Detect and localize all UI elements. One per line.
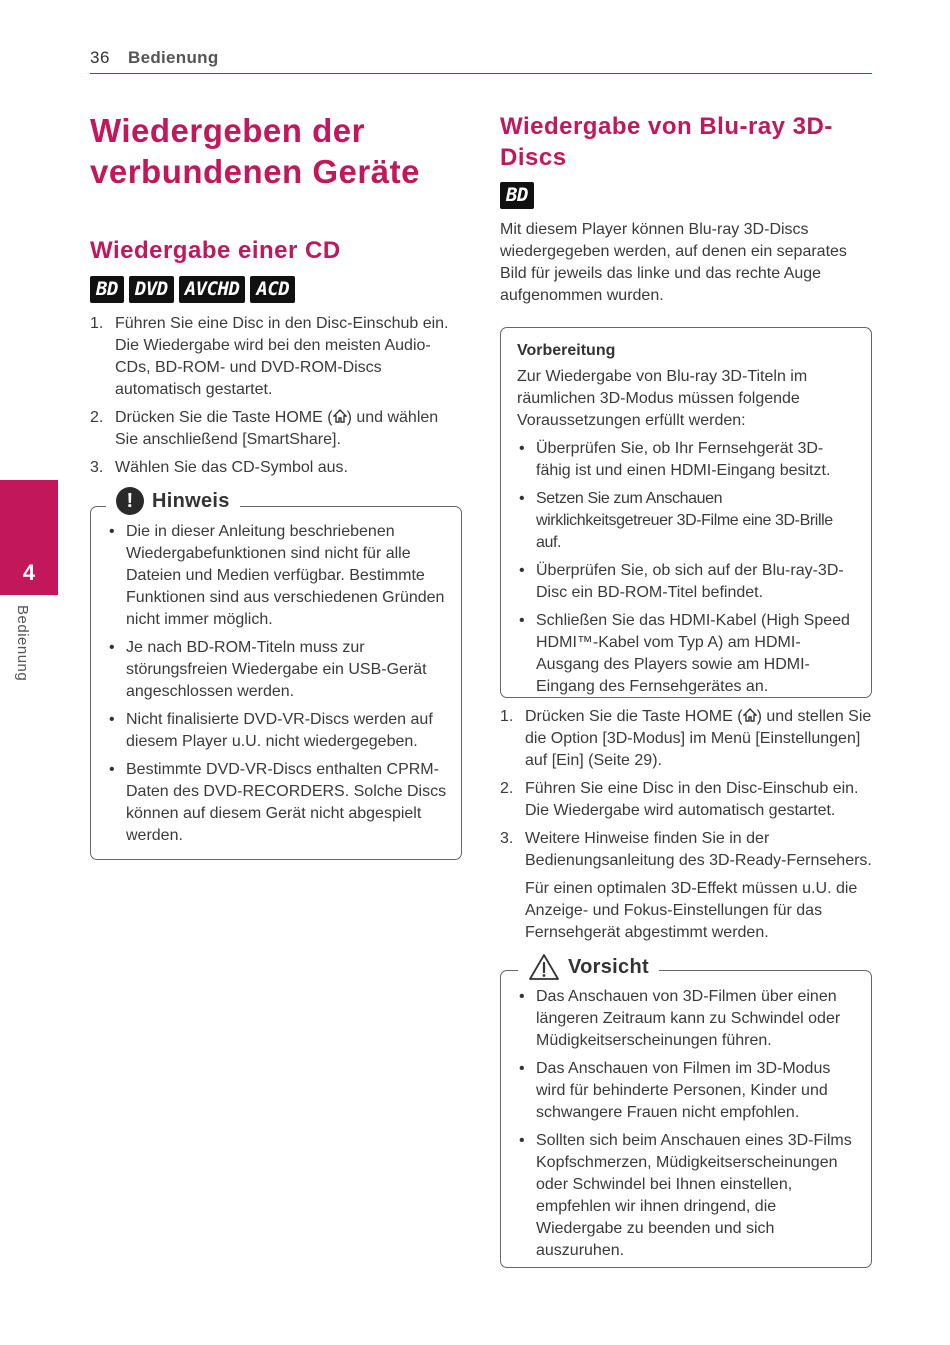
caution-item: • Sollten sich beim Anschauen eines 3D-Films Kopfschmerzen, Müdigkeitserscheinungen oder Schwindel bei Ihnen einstellen, empfehlen wir ihnen dringend, die Wiedergabe zu beenden und sich auszuruhen. xyxy=(517,1130,859,1262)
caution-item: • Das Anschauen von Filmen im 3D-Modus wird für behinderte Personen, Kinder und schwangere Frauen nicht empfohlen. xyxy=(517,1058,859,1124)
cd-steps xyxy=(90,313,462,485)
caution-list xyxy=(517,986,859,1268)
cd-heading: Wiedergabe einer CD xyxy=(90,237,341,264)
preparation-item: • Schließen Sie das HDMI-Kabel (High Speed HDMI™-Kabel vom Typ A) am HDMI-Ausgang des Players sowie am HDMI-Eingang des Fernsehgerätes an. xyxy=(517,610,855,698)
note-list xyxy=(107,521,447,853)
bluray-steps xyxy=(500,706,872,950)
caution-item: • Das Anschauen von 3D-Filmen über einen längeren Zeitraum kann zu Schwindel oder Müdigkeitserscheinungen führen. xyxy=(517,986,859,1052)
preparation-intro: Zur Wiedergabe von Blu-ray 3D-Titeln im räumlichen 3D-Modus müssen folgende Voraussetzungen erfüllt werden: xyxy=(517,368,808,429)
bluray-heading: Wiedergabe von Blu-ray 3D-Discs xyxy=(500,113,833,171)
preparation-box xyxy=(500,327,872,698)
step-item: 2. Drücken Sie die Taste HOME ( ) und wählen Sie anschließend [SmartShare]. xyxy=(90,409,439,448)
bluray-intro: Mit diesem Player können Blu-ray 3D-Discs wiedergegeben werden, auf denen ein separates Bild für jeweils das linke und das rechte Auge aufgenommen wurden. xyxy=(500,221,847,304)
exclamation-icon: ! xyxy=(116,487,144,515)
note-label: ! Hinweis xyxy=(106,487,240,515)
preparation-item: • Überprüfen Sie, ob sich auf der Blu-ray-3D-Disc ein BD-ROM-Titel befindet. xyxy=(517,560,855,604)
page-number: 36 xyxy=(90,48,110,67)
preparation-item: • Setzen Sie zum Anschauen wirklichkeitsgetreuer 3D-Filme eine 3D-Brille auf. xyxy=(517,488,855,554)
header-section: Bedienung xyxy=(128,48,219,67)
badge-dvd: DVD xyxy=(129,276,174,303)
note-item: • Nicht finalisierte DVD-VR-Discs werden auf diesem Player u.U. nicht wiedergegeben. xyxy=(107,709,447,753)
header-rule xyxy=(90,73,872,74)
step-item: 1. Führen Sie eine Disc in den Disc-Einschub ein. Die Wiedergabe wird bei den meisten Audio-CDs, BD-ROM- und DVD-ROM-Discs automatisch gestartet. xyxy=(90,315,449,398)
preparation-item: • Überprüfen Sie, ob Ihr Fernsehgerät 3D-fähig ist und einen HDMI-Eingang besitzt. xyxy=(517,438,855,482)
chapter-number: 4 xyxy=(22,560,36,585)
note-item: • Je nach BD-ROM-Titeln muss zur störungsfreien Wiedergabe ein USB-Gerät angeschlossen werden. xyxy=(107,637,447,703)
preparation-title: Vorbereitung xyxy=(517,342,616,359)
chapter-label: Bedienung xyxy=(14,605,31,682)
cd-badges xyxy=(90,276,295,303)
step-item: 2. Führen Sie eine Disc in den Disc-Einschub ein. Die Wiedergabe wird automatisch gestartet. xyxy=(500,780,859,819)
note-item: • Bestimmte DVD-VR-Discs enthalten CPRM-Daten des DVD-RECORDERS. Solche Discs können auf diesem Gerät nicht abgespielt werden. xyxy=(107,759,447,847)
home-icon xyxy=(333,409,347,423)
step-item: 1. Drücken Sie die Taste HOME ( ) und stellen Sie die Option [3D-Modus] im Menü [Einstellungen] auf [Ein] (Seite 29). xyxy=(500,708,872,769)
bluray-badges xyxy=(500,182,534,209)
warning-triangle-icon xyxy=(528,953,560,981)
page-title: Wiedergeben der verbundenen Geräte xyxy=(90,112,420,190)
home-icon xyxy=(743,708,757,722)
step-item: 3. Wählen Sie das CD-Symbol aus. xyxy=(90,459,348,476)
badge-avchd: AVCHD xyxy=(179,276,246,303)
badge-acd: ACD xyxy=(250,276,295,303)
badge-bd: BD xyxy=(500,182,534,209)
badge-bd: BD xyxy=(90,276,124,303)
note-item: • Die in dieser Anleitung beschriebenen Wiedergabefunktionen sind nicht für alle Dateien und Medien verfügbar. Bestimmte Funktionen sind aus verschiedenen Gründen nicht immer möglich. xyxy=(107,521,447,631)
caution-label: Vorsicht xyxy=(518,953,659,981)
step-item: 3. Weitere Hinweise finden Sie in der Bedienungsanleitung des 3D-Ready-Fernsehers. Für einen optimalen 3D-Effekt müssen u.U. die Anzeige- und Fokus-Einstellungen für das Fernsehgerät abgestimmt werden. xyxy=(500,830,872,941)
